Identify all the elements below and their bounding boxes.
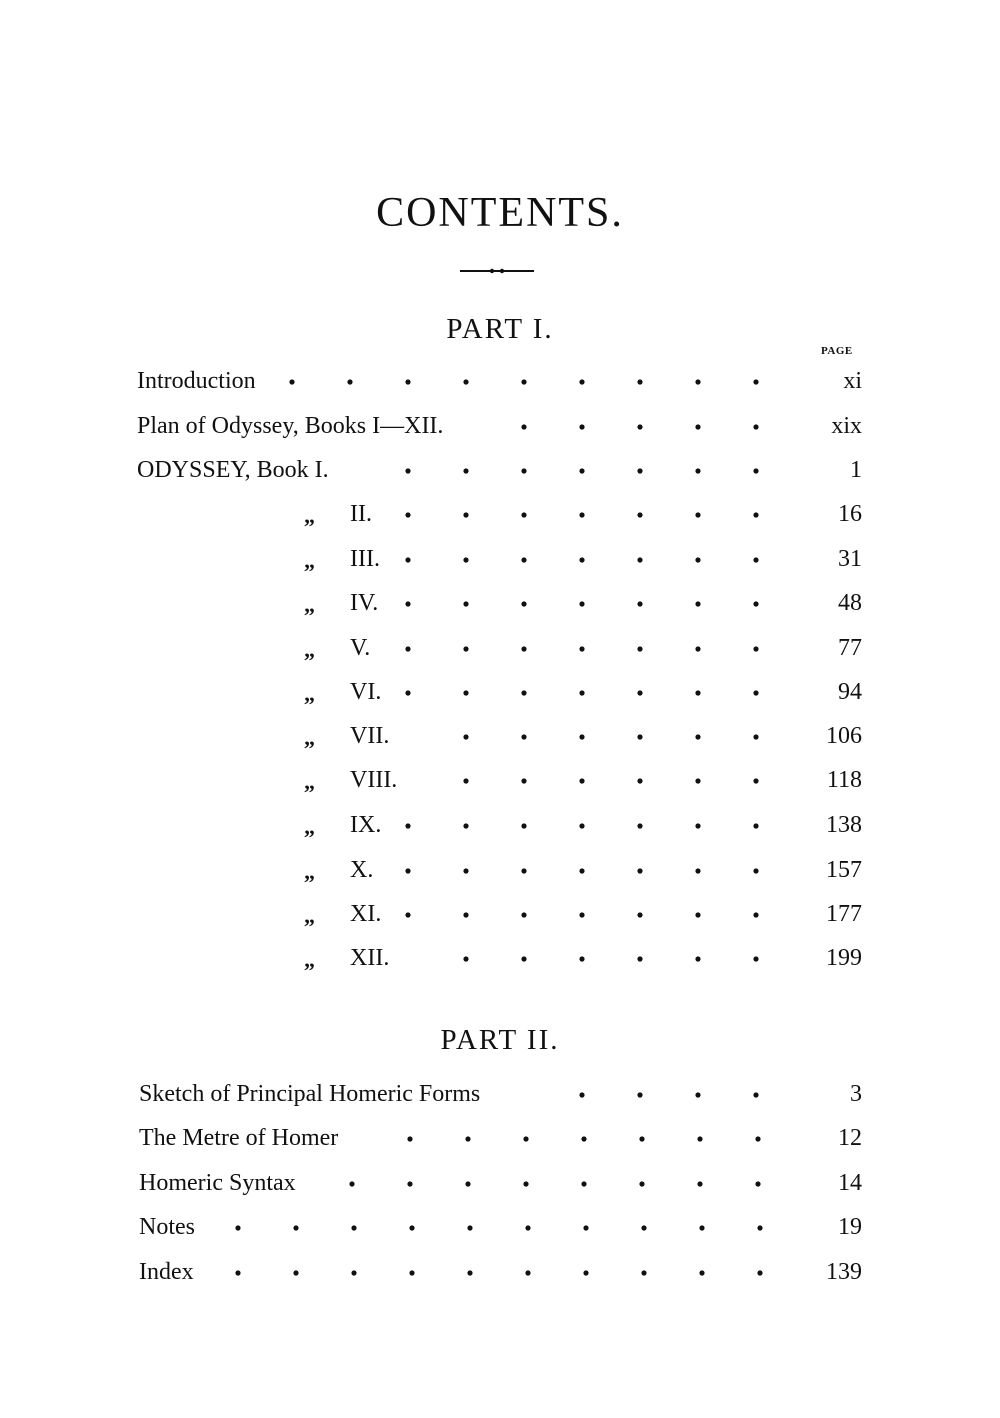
leader-dot [637,956,642,961]
dot-leader [0,467,800,475]
leader-dot [699,1270,704,1275]
dot-leader [0,423,800,431]
book-number: III. [350,546,380,572]
toc-entry-book-10[interactable] [0,853,1000,887]
leader-dot [521,956,526,961]
toc-entry-odyssey-book-1[interactable] [0,453,1000,487]
dot-leader [0,911,800,919]
leader-dot [579,912,584,917]
entry-label: Introduction [137,368,256,394]
toc-entry-book-9[interactable] [0,808,1000,842]
toc-entry-homeric-syntax[interactable] [0,1166,1000,1200]
leader-dot [697,1136,702,1141]
leader-dot [405,379,410,384]
leader-dot [463,557,468,562]
ditto-mark: „ [304,681,315,706]
leader-dot [583,1270,588,1275]
leader-dot [521,379,526,384]
page-number: 139 [826,1259,862,1285]
page-number: 199 [826,945,862,971]
leader-dot [409,1270,414,1275]
toc-entry-book-12[interactable] [0,941,1000,975]
leader-dot [235,1270,240,1275]
ditto-mark: „ [304,592,315,617]
leader-dot [641,1225,646,1230]
leader-dot [757,1225,762,1230]
leader-dot [521,557,526,562]
leader-dot [637,424,642,429]
dot-leader [0,645,800,653]
leader-dot [637,646,642,651]
entry-label: Plan of Odyssey, Books I—XII. [137,413,444,439]
leader-dot [753,646,758,651]
page-number: xix [831,413,862,439]
leader-dot [641,1270,646,1275]
leader-dot [407,1136,412,1141]
leader-dot [521,646,526,651]
dot-leader [0,600,800,608]
page-title: CONTENTS. [376,190,624,236]
leader-dot [349,1181,354,1186]
ditto-mark: „ [304,903,315,928]
page-column-label: PAGE [821,345,853,357]
leader-dot [525,1270,530,1275]
leader-dot [695,734,700,739]
part-2-heading: PART II. [440,1024,560,1056]
leader-dot [581,1181,586,1186]
leader-dot [463,468,468,473]
leader-dot [637,468,642,473]
page-number: 31 [838,546,862,572]
toc-entry-metre-of-homer[interactable] [0,1121,1000,1155]
page-number: 118 [826,767,862,793]
leader-dot [637,868,642,873]
leader-dot [467,1270,472,1275]
leader-dot [695,868,700,873]
toc-entry-book-5[interactable] [0,631,1000,665]
leader-dot [579,690,584,695]
leader-dot [465,1136,470,1141]
leader-dot [463,912,468,917]
leader-dot [637,379,642,384]
book-number: V. [350,635,371,661]
leader-dot [521,690,526,695]
book-number: XII. [350,945,390,971]
ditto-mark: „ [304,548,315,573]
leader-dot [405,868,410,873]
leader-dot [405,912,410,917]
leader-dot [463,868,468,873]
leader-dot [405,468,410,473]
leader-dot [579,557,584,562]
leader-dot [235,1225,240,1230]
leader-dot [637,778,642,783]
leader-dot [463,956,468,961]
leader-dot [463,823,468,828]
page-number: 138 [826,812,862,838]
leader-dot [579,468,584,473]
book-number: IV. [350,590,379,616]
leader-dot [525,1225,530,1230]
page-number: 94 [838,679,862,705]
leader-dot [753,778,758,783]
ditto-mark: „ [304,769,315,794]
leader-dot [463,379,468,384]
leader-dot [523,1181,528,1186]
leader-dot [753,512,758,517]
toc-entry-book-4[interactable] [0,586,1000,620]
book-number: VI. [350,679,382,705]
leader-dot [695,823,700,828]
book-number: VII. [350,723,390,749]
leader-dot [753,1092,758,1097]
toc-entry-plan-of-odyssey[interactable] [0,409,1000,443]
leader-dot [695,912,700,917]
page-number: 48 [838,590,862,616]
page-number: 14 [838,1170,862,1196]
leader-dot [405,823,410,828]
leader-dot [753,379,758,384]
leader-dot [695,646,700,651]
book-number: II. [350,501,372,527]
dot-leader [0,955,800,963]
leader-dot [579,646,584,651]
ditto-mark: „ [304,814,315,839]
leader-dot [521,512,526,517]
page-number: 19 [838,1214,862,1240]
leader-dot [695,512,700,517]
ditto-mark: „ [304,947,315,972]
page-number: 157 [826,857,862,883]
entry-label: Notes [139,1214,195,1240]
leader-dot [579,956,584,961]
toc-entry-book-2[interactable] [0,497,1000,531]
leader-dot [347,379,352,384]
leader-dot [753,468,758,473]
leader-dot [405,690,410,695]
leader-dot [579,778,584,783]
leader-dot [753,424,758,429]
leader-dot [463,512,468,517]
leader-dot [637,912,642,917]
dot-leader [0,1135,800,1143]
leader-dot [463,646,468,651]
toc-entry-notes[interactable] [0,1210,1000,1244]
leader-dot [753,734,758,739]
leader-dot [581,1136,586,1141]
leader-dot [465,1181,470,1186]
toc-entry-book-11[interactable] [0,897,1000,931]
leader-dot [753,868,758,873]
page-number: 12 [838,1125,862,1151]
leader-dot [697,1181,702,1186]
leader-dot [351,1270,356,1275]
leader-dot [521,601,526,606]
book-number: X. [350,857,374,883]
toc-entry-book-6[interactable] [0,675,1000,709]
leader-dot [523,1136,528,1141]
leader-dot [695,379,700,384]
dot-leader [0,378,800,386]
entry-label: The Metre of Homer [139,1125,339,1151]
entry-label: Sketch of Principal Homeric Forms [139,1081,481,1107]
page-number: 16 [838,501,862,527]
leader-dot [753,690,758,695]
leader-dot [467,1225,472,1230]
leader-dot [695,601,700,606]
entry-label: Homeric Syntax [139,1170,296,1196]
leader-dot [405,557,410,562]
leader-dot [463,734,468,739]
leader-dot [579,379,584,384]
book-number: XI. [350,901,382,927]
leader-dot [695,690,700,695]
dot-leader [0,822,800,830]
leader-dot [753,601,758,606]
leader-dot [405,512,410,517]
leader-dot [695,1092,700,1097]
entry-label: Index [139,1259,194,1285]
ditto-mark: „ [304,637,315,662]
ditto-mark: „ [304,503,315,528]
leader-dot [293,1225,298,1230]
leader-dot [755,1136,760,1141]
leader-dot [521,823,526,828]
leader-dot [637,823,642,828]
leader-dot [579,424,584,429]
leader-dot [579,734,584,739]
page-number: 177 [826,901,862,927]
leader-dot [579,823,584,828]
leader-dot [579,601,584,606]
leader-dot [521,912,526,917]
leader-dot [695,956,700,961]
leader-dot [637,512,642,517]
leader-dot [753,912,758,917]
page-number: 3 [850,1081,862,1107]
dot-leader [0,777,800,785]
title-ornament [460,268,534,274]
leader-dot [695,557,700,562]
dot-leader [0,1269,800,1277]
page-number: 77 [838,635,862,661]
toc-entry-index[interactable] [0,1255,1000,1289]
dot-leader [0,733,800,741]
leader-dot [405,646,410,651]
page-number: 1 [850,457,862,483]
entry-label: ODYSSEY, Book I. [137,457,329,483]
leader-dot [753,557,758,562]
leader-dot [289,379,294,384]
book-number: VIII. [350,767,398,793]
leader-dot [637,557,642,562]
leader-dot [293,1270,298,1275]
dot-leader [0,511,800,519]
leader-dot [521,468,526,473]
page-number: 106 [826,723,862,749]
leader-dot [637,734,642,739]
leader-dot [521,778,526,783]
leader-dot [409,1225,414,1230]
leader-dot [405,601,410,606]
leader-dot [695,778,700,783]
leader-dot [521,424,526,429]
toc-entry-homeric-forms[interactable] [0,1077,1000,1111]
ditto-mark: „ [304,859,315,884]
leader-dot [463,601,468,606]
dot-leader [0,689,800,697]
book-number: IX. [350,812,382,838]
leader-dot [579,868,584,873]
dot-leader [0,867,800,875]
leader-dot [699,1225,704,1230]
leader-dot [463,690,468,695]
leader-dot [579,512,584,517]
dot-leader [0,1224,800,1232]
page-number: xi [843,368,862,394]
leader-dot [755,1181,760,1186]
leader-dot [637,690,642,695]
leader-dot [639,1136,644,1141]
toc-entry-introduction[interactable] [0,364,1000,398]
leader-dot [583,1225,588,1230]
ditto-mark: „ [304,725,315,750]
leader-dot [521,734,526,739]
leader-dot [637,1092,642,1097]
toc-entry-book-3[interactable] [0,542,1000,576]
part-1-heading: PART I. [446,313,554,345]
leader-dot [753,956,758,961]
leader-dot [695,468,700,473]
toc-entry-book-7[interactable] [0,719,1000,753]
leader-dot [463,778,468,783]
leader-dot [407,1181,412,1186]
leader-dot [639,1181,644,1186]
leader-dot [695,424,700,429]
leader-dot [351,1225,356,1230]
dot-leader [0,1091,800,1099]
leader-dot [579,1092,584,1097]
leader-dot [753,823,758,828]
dot-leader [0,1180,800,1188]
toc-entry-book-8[interactable] [0,763,1000,797]
dot-leader [0,556,800,564]
leader-dot [637,601,642,606]
leader-dot [757,1270,762,1275]
leader-dot [521,868,526,873]
